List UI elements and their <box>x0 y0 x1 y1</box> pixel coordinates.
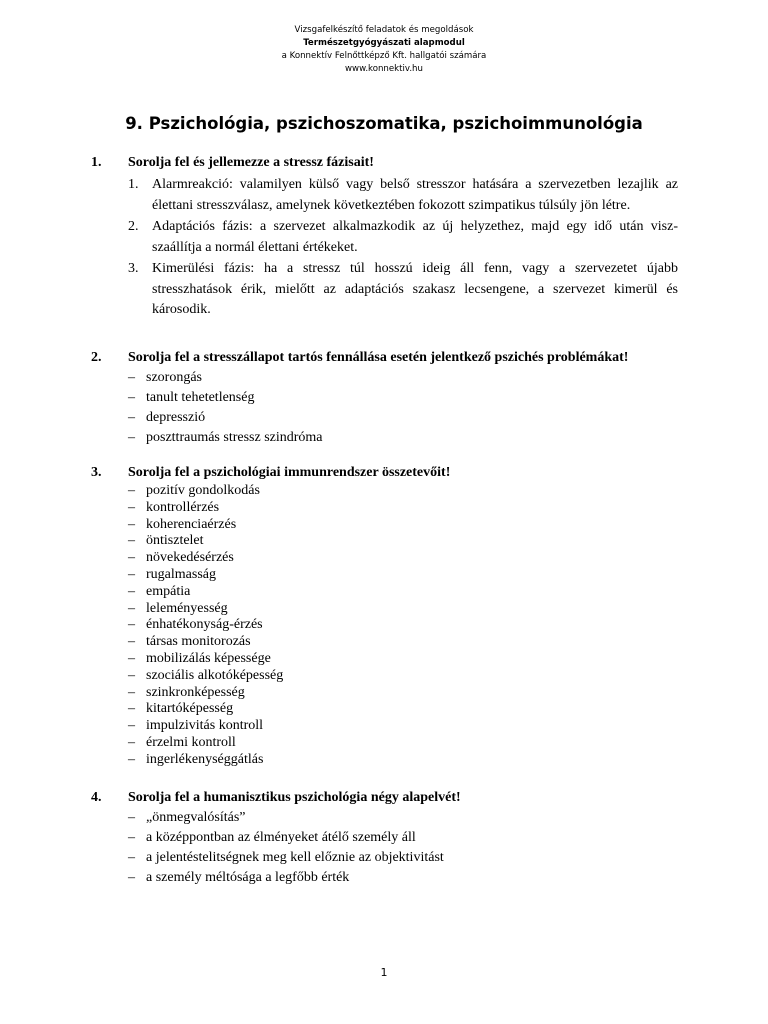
question-number: 2. <box>91 350 102 365</box>
question-number: 1. <box>91 155 102 170</box>
header-line-2: Természetgyógyászati alapmodul <box>303 38 465 48</box>
list-item: – érzelmi kontroll <box>128 735 283 752</box>
list-item: – növekedésérzés <box>128 550 283 567</box>
list-item: – kitartóképesség <box>128 701 283 718</box>
question-text: Sorolja fel és jellemezze a stressz fázisait! <box>128 155 374 170</box>
list-item: – leleményesség <box>128 601 283 618</box>
header-line-3: a Konnektív Felnőttképző Kft. hallgatói számára <box>281 51 487 61</box>
answer-list <box>128 808 444 888</box>
question-number: 3. <box>91 465 102 480</box>
list-item: – társas monitorozás <box>128 634 283 651</box>
list-item <box>128 217 678 258</box>
list-item: – poszttraumás stressz szindróma <box>128 428 323 448</box>
list-item: – énhatékonyság-érzés <box>128 617 283 634</box>
list-item: – „önmegvalósítás” <box>128 808 444 828</box>
list-item: – szinkronképesség <box>128 685 283 702</box>
list-item: – kontrollérzés <box>128 500 283 517</box>
question-text: Sorolja fel a stresszállapot tartós fennállása esetén jelentkező pszichés problémákat! <box>128 350 629 365</box>
item-number: 3. <box>128 261 139 276</box>
list-item: – empátia <box>128 584 283 601</box>
answer-list <box>128 483 283 769</box>
list-item: – rugalmasság <box>128 567 283 584</box>
item-text: Alarmreakció: valamilyen külső vagy belső stresszor hatására a szervezetben lezajlik az élettani stresszválasz, amelynek következtében fokozott szimpatikus túlsúly jön létre. <box>152 177 678 213</box>
page-header <box>0 24 768 76</box>
header-line-4: www.konnektiv.hu <box>345 64 423 74</box>
item-number: 2. <box>128 219 139 234</box>
answer-list <box>128 368 323 448</box>
list-item: – ingerlékenységgátlás <box>128 752 283 769</box>
question-text: Sorolja fel a humanisztikus pszichológia négy alapelvét! <box>128 790 461 805</box>
list-item: – a jelentéstelitségnek meg kell előznie az objektivitást <box>128 848 444 868</box>
header-line-1: Vizsgafelkészítő feladatok és megoldások <box>294 25 474 35</box>
list-item: – impulzivitás kontroll <box>128 718 283 735</box>
list-item: – depresszió <box>128 408 323 428</box>
list-item <box>128 175 678 216</box>
question-number: 4. <box>91 790 102 805</box>
page-number: 1 <box>380 966 388 979</box>
answer-list <box>128 175 678 321</box>
list-item: – a középpontban az élményeket átélő személy áll <box>128 828 444 848</box>
item-text: Adaptációs fázis: a szervezet alkalmazkodik az új helyzethez, majd egy idő után visz-szaállítja a normál élettani értékeket. <box>152 219 678 255</box>
question-text: Sorolja fel a pszichológiai immunrendszer összetevőit! <box>128 465 451 480</box>
list-item: – szociális alkotóképesség <box>128 668 283 685</box>
list-item: – pozitív gondolkodás <box>128 483 283 500</box>
list-item: – tanult tehetetlenség <box>128 388 323 408</box>
list-item <box>128 259 678 321</box>
list-item: – a személy méltósága a legfőbb érték <box>128 868 444 888</box>
page-title: 9. Pszichológia, pszichoszomatika, pszichoimmunológia <box>125 114 643 133</box>
list-item: – öntisztelet <box>128 533 283 550</box>
list-item: – szorongás <box>128 368 323 388</box>
list-item: – koherenciaérzés <box>128 517 283 534</box>
item-text: Kimerülési fázis: ha a stressz túl hosszú ideig áll fenn, vagy a szervezetet újabb stresszhatások érik, mielőtt az adaptációs szakasz lecsengene, a szervezet kimerül és károsodik. <box>152 261 678 317</box>
item-number: 1. <box>128 177 139 192</box>
list-item: – mobilizálás képessége <box>128 651 283 668</box>
